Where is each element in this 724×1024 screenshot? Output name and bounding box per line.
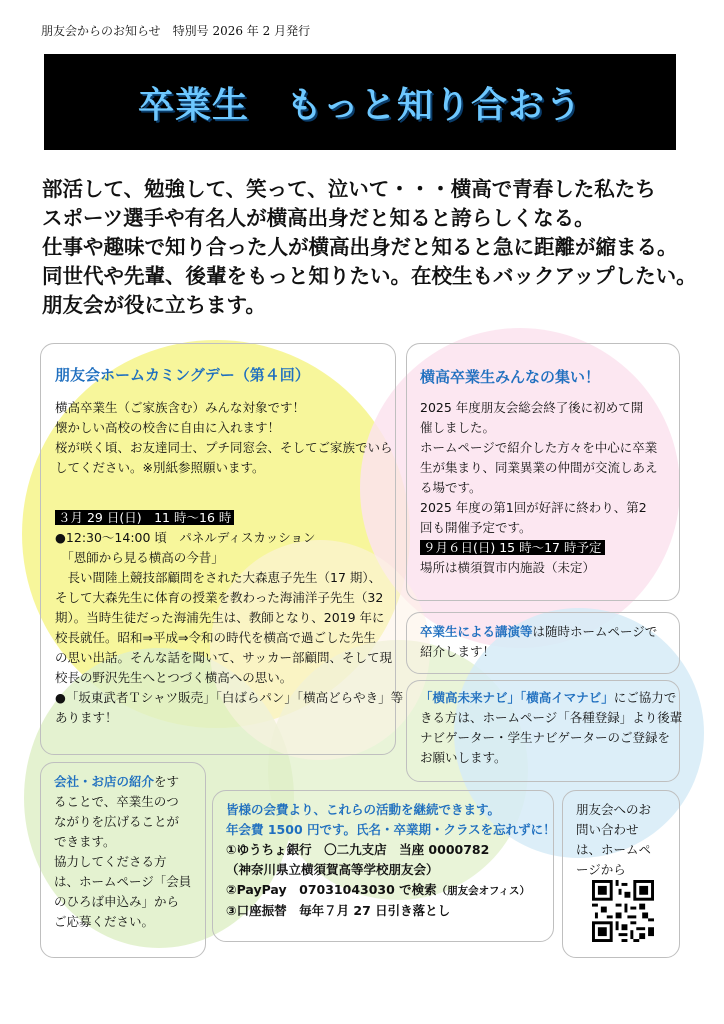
shop-highlight: 会社・お店の紹介 [54,774,155,789]
lecture-text-rest: は随時ホームページで [532,624,658,639]
text-line: お願いします。 [420,750,507,765]
gathering-body [420,398,658,578]
program-line: 校長就任。昭和⇒平成⇒令和の時代を横高で過ごした先生 [55,630,376,645]
homecoming-date: ３月 29 日(日) 11 時～16 時 [55,510,234,525]
text-line: ナビゲーター・学生ナビゲーターのご登録を [420,730,671,745]
paypay-line: ②PayPay 07031043030 で検索 [226,882,437,897]
navi-text [420,688,682,768]
text-line: ることで、卒業生のつ [54,794,179,809]
text-line: ご応募ください。 [54,914,155,929]
program-line: 長い間陸上競技部顧問をされた大森恵子先生（17 期）、 [55,570,382,585]
gathering-place: 場所は横須賀市内施設（未定） [420,560,596,575]
homecoming-title: 朋友会ホームカミングデー（第４回） [55,366,310,384]
intro-text [42,175,702,320]
text-line: 桜が咲く頃、お友達同士、プチ同窓会、そしてご家族でいら [55,440,393,455]
text-line: 回も開催予定です。 [420,520,532,535]
program-line: あります！ [55,710,118,725]
intro-line: 仕事や趣味で知り合った人が横高出身だと知ると急に距離が縮まる。 [42,235,678,259]
homecoming-program [55,508,403,728]
program-line: ●12:30～14:00 頃 パネルディスカッション [55,530,316,545]
text-line: 問い合わせ [576,822,639,837]
text-line: 懐かしい高校の校舎に自由に入れます！ [55,420,281,435]
program-line: の思い出話。そんな話を聞いて、サッカー部顧問、そして現 [55,650,393,665]
text-line: 横高卒業生（ご家族含む）みんな対象です！ [55,400,306,415]
banner-title: 卒業生 もっと知り合おう [137,84,582,126]
paypay-note: （朋友会オフィス） [436,885,531,897]
text-line: 2025 年度の第1回が好評に終わり、第2 [420,500,647,515]
text-line: は、ホームページ「会員 [54,874,192,889]
fee-line: 皆様の会費より、これらの活動を継続できます。 [226,802,501,817]
bank-account-holder: （神奈川県立横須賀高等学校朋友会） [226,862,439,877]
debit-line: ③口座振替 毎年７月 27 日引き落とし [226,903,451,918]
fee-line: 年会費 1500 円です。氏名・卒業期・クラスを忘れずに！ [226,822,556,837]
qr-code-icon[interactable] [592,880,654,942]
text-line: のひろば申込み」から [54,894,180,909]
intro-line: 部活して、勉強して、笑って、泣いて・・・横高で青春した私たち [42,177,656,201]
text-line: 催しました。 [420,420,496,435]
program-line: ●「坂東武者Ｔシャツ販売」「白ばらパン」「横高どらやき」等 [55,690,404,705]
text-line: してください。※別紙参照願います。 [55,460,265,475]
program-line: 期）。当時生徒だった海浦先生は、教師となり、2019 年に [55,610,385,625]
text-line: ージから [576,862,626,877]
gathering-title: 横高卒業生みんなの集い！ [420,368,601,386]
text-line: できます。 [54,834,116,849]
text-line: は、ホームペ [576,842,652,857]
intro-line: スポーツ選手や有名人が横高出身だと知ると誇らしくなる。 [42,206,595,230]
contact-text [576,800,651,880]
intro-line: 同世代や先輩、後輩をもっと知りたい。在校生もバックアップしたい。 [42,264,697,288]
shop-text-rest: をす [154,774,180,789]
lecture-highlight: 卒業生による講演等 [420,624,533,639]
gathering-date: ９月６日(日) 15 時～17 時予定 [420,540,605,555]
program-line: そして大森先生に体育の授業を教わった海浦洋子先生（32 [55,590,384,605]
lecture-text [420,622,657,662]
text-line: 協力してくださる方 [54,854,167,869]
fee-text [226,800,556,921]
bank-account-line: ①ゆうちょ銀行 〇二九支店 当座 0000782 [226,842,490,857]
homecoming-description [55,398,393,478]
program-line: 校長の野沢先生へとつづく横高への思い。 [55,670,293,685]
title-banner [44,54,676,150]
text-line: 生が集まり、同業異業の仲間が交流しあえ [420,460,658,475]
navi-highlight: 「横高未来ナビ」「横高イマナビ」 [420,690,614,705]
text-line: 2025 年度朋友会総会終了後に初めて開 [420,400,644,415]
text-line: 朋友会へのお [576,802,652,817]
shop-text [54,772,191,932]
text-line: ながりを広げることが [54,814,180,829]
navi-text-rest: にご協力で [613,690,677,705]
text-line: ホームページで紹介した方々を中心に卒業 [420,440,658,455]
text-line: る場です。 [420,480,482,495]
issue-header: 朋友会からのお知らせ 特別号 2026 年 2 月発行 [41,24,311,38]
lecture-text-line2: 紹介します！ [420,644,496,659]
text-line: きる方は、ホームページ「各種登録」より後輩 [420,710,683,725]
program-line: 「恩師から見る横高の今昔」 [55,550,224,565]
intro-line: 朋友会が役に立ちます。 [42,293,266,317]
